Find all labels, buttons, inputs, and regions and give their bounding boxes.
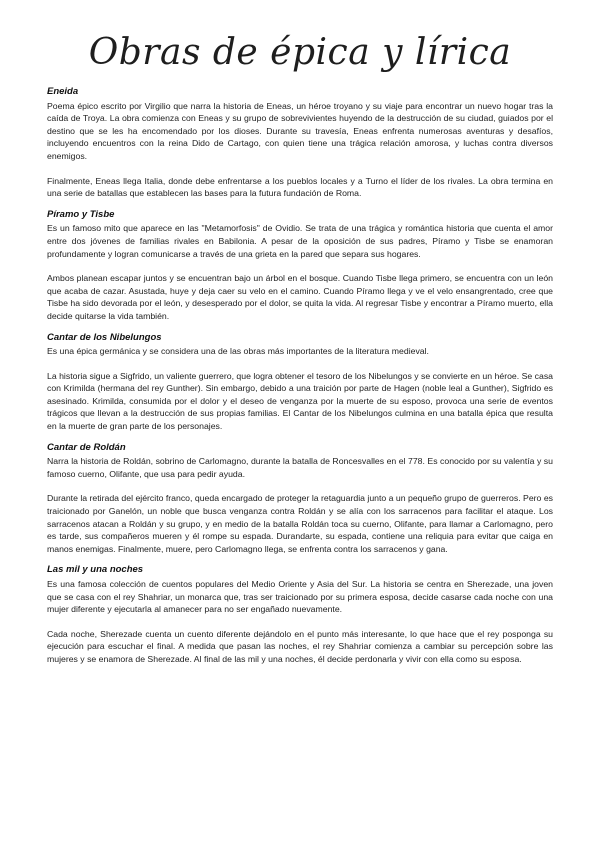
section-heading: Las mil y una noches bbox=[47, 564, 144, 576]
section-cantar-roldan bbox=[47, 442, 553, 556]
paragraph: Narra la historia de Roldán, sobrino de Carlomagno, durante la batalla de Roncesvalles en el 778. Es conocido por su valentía y su famoso cuerno, Olifante, que usa para pedir ayuda. bbox=[47, 456, 553, 479]
paragraph: Finalmente, Eneas llega Italia, donde debe enfrentarse a los pueblos locales y a Turno el líder de los rivales. La obra termina en una serie de batallas que establecen las bases para la futura fundación de Roma. bbox=[47, 175, 553, 199]
section-cantar-nibelungos bbox=[47, 332, 553, 433]
paragraph: Poema épico escrito por Virgilio que narra la historia de Eneas, un héroe troyano y su viaje para encontrar un nuevo hogar tras la caída de Troya. La obra comienza con Eneas y su grupo de sobrevivientes huyendo de la destrucción de su ciudad, guiados por el destino que se les ha encomendado por los dioses. Durante su travesía, Eneas enfrenta numerosas aventuras y desafíos, incluyendo encuentros con la reina Dido de Cartago, con quien tiene una trágica relación amorosa, y luchas contra diversos enemigos. bbox=[47, 100, 553, 161]
document-body bbox=[47, 86, 553, 666]
page-title: Obras de épica y lírica bbox=[88, 32, 512, 73]
section-heading: Cantar de Roldán bbox=[47, 441, 126, 453]
paragraph: Cada noche, Sherezade cuenta un cuento diferente dejándolo en el punto más interesante, lo que hace que el rey posponga su ejecución para escuchar el final. A medida que pasan las noches, el rey Shahriar comienza a cambiar su percepción sobre las mujeres y se enamora de Sherezade. Al final de las mil y una noches, él decide perdonarla y vivir con ella como su esposa. bbox=[47, 628, 553, 664]
section-heading: Cantar de los Nibelungos bbox=[47, 331, 162, 343]
paragraph: Es una famosa colección de cuentos populares del Medio Oriente y Asia del Sur. La historia se centra en Sherezade, una joven que se casa con el rey Shahriar, un monarca que, tras ser traicionado por su primera esposa, decide casarse cada noche con una mujer diferente y ejecutarla al amanecer para no ser engañado nuevamente. bbox=[47, 579, 553, 615]
section-piramo-y-tisbe bbox=[47, 209, 553, 323]
paragraph: Durante la retirada del ejército franco, queda encargado de proteger la retaguardia junto a un pequeño grupo de guerreros. Pero es traicionado por Ganelón, un noble que busca venganza contra Roldán y se alía con los sarracenos para facilitar el ataque. Los sarracenos atacan a Roldán y su grupo, y en medio de la batalla Roldán toca su cuerno, Olifante, para llamar a Carlomagno, pero es tarde, sus compañeros mueren y él rompe su espada. Durandarte, su espada, contiene una reliquia para evitar que caiga en manos enemigas. Finalmente, muere, pero Carlomagno llega, se enfrenta contra los sarracenos y gana. bbox=[47, 493, 553, 554]
paragraph: La historia sigue a Sigfrido, un valiente guerrero, que logra obtener el tesoro de los Nibelungos y se convierte en un héroe. Se casa con Krimilda (hermana del rey Gunther). Sin embargo, debido a una traición por parte de Hagen (noble leal a Gunther), Sigfrido es asesinado. Krimilda, consumida por el dolor y el deseo de venganza por la muerte de su esposo, provoca una serie de eventos trágicos que llevan a la destrucción de sus propias familias. El Cantar de los Nibelungos culmina en una batalla épica que resulta en la muerte de gran parte de los personajes. bbox=[47, 370, 553, 432]
section-heading: Píramo y Tisbe bbox=[47, 208, 115, 220]
paragraph: Es un famoso mito que aparece en las "Metamorfosis" de Ovidio. Se trata de una trágica y romántica historia que cuenta el amor entre dos jóvenes de familias rivales en Babilonia. A pesar de la oposición de sus padres, Píramo y Tisbe se enamoran profundamente y logran comunicarse a través de una grieta en la pared que separa sus hogares. bbox=[47, 223, 553, 259]
section-heading: Eneida bbox=[47, 86, 79, 97]
paragraph: Es una épica germánica y se considera una de las obras más importantes de la literatura medieval. bbox=[47, 346, 429, 357]
section-mil-y-una-noches bbox=[47, 564, 553, 665]
section-eneida bbox=[47, 86, 553, 200]
paragraph: Ambos planean escapar juntos y se encuentran bajo un árbol en el bosque. Cuando Tisbe llega primero, se encuentra con un león que acaba de cazar. Asustada, huye y deja caer su velo en el camino. Cuando Píramo llega y ve el velo ensangrentado, cree que Tisbe ha sido devorada por el león, y desesperado por el dolor, se quita la vida. Al regresar Tisbe y encontrar a Píramo muerto, ella decide quitarse la vida también. bbox=[47, 273, 553, 321]
